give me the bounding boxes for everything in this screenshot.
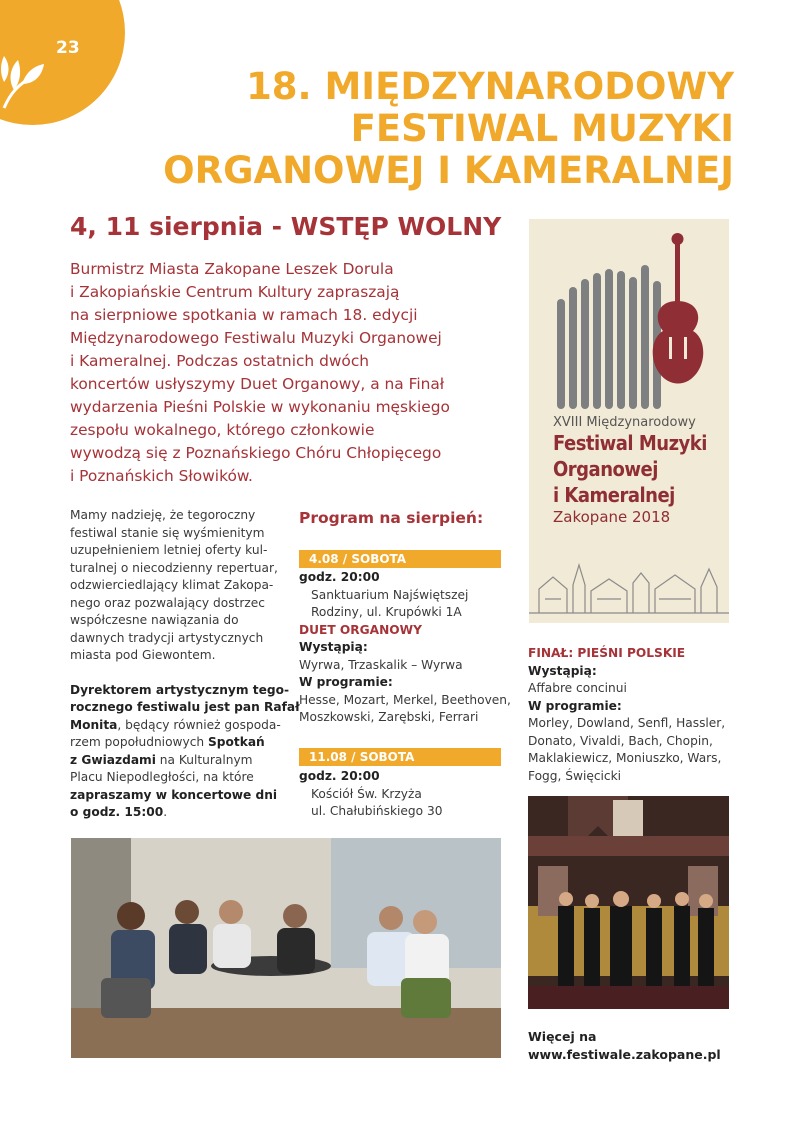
- town-skyline-illustration: [529, 555, 729, 615]
- poster-line: i Kameralnej: [553, 483, 675, 507]
- festival-hope-paragraph: [70, 507, 280, 665]
- intro-line: na sierpniowe spotkania w ramach 18. edycji: [70, 306, 418, 324]
- event1-date-bar: 4.08 / SOBOTA: [299, 550, 501, 568]
- intro-line: koncertów usłyszymy Duet Organowy, a na Finał: [70, 375, 445, 393]
- intro-line: zespołu wokalnego, którego członkowie: [70, 421, 375, 439]
- title-line: 18. MIĘDZYNARODOWY: [246, 65, 734, 108]
- title-line: ORGANOWEJ I KAMERALNEJ: [163, 149, 734, 192]
- poster-line: Organowej: [553, 457, 658, 481]
- photo-illustration: [71, 838, 501, 1058]
- performers: Affabre concinui: [528, 681, 627, 695]
- photo-illustration: [528, 796, 729, 1009]
- event2-date-bar: 11.08 / SOBOTA: [299, 748, 501, 766]
- text-line: Monita, będący również gospoda-: [70, 717, 281, 732]
- poster-line: Festiwal Muzyki: [553, 431, 707, 455]
- poster-text: [553, 415, 707, 526]
- text-line: rocznego festiwalu jest pan Rafał: [70, 700, 300, 714]
- title-line: FESTIWAL MUZYKI: [350, 107, 734, 150]
- poster-line: XVIII Międzynarodowy: [553, 415, 696, 430]
- program-line: Moszkowski, Zarębski, Ferrari: [299, 710, 479, 724]
- text-line: festiwal stanie się wyśmienitym: [70, 525, 265, 540]
- subtitle: 4, 11 sierpnia - WSTĘP WOLNY: [70, 212, 502, 241]
- program-line: Fogg, Święcicki: [528, 768, 622, 783]
- intro-line: wydarzenia Pieśni Polskie w wykonaniu męskiego: [70, 398, 450, 416]
- text-line: Mamy nadzieję, że tegoroczny: [70, 508, 256, 522]
- text-line: odzwierciedlający klimat Zakopa-: [70, 578, 274, 592]
- event2-details: [299, 768, 514, 821]
- intro-line: Burmistrz Miasta Zakopane Leszek Dorula: [70, 260, 394, 278]
- cafe-meeting-photo: [71, 838, 501, 1058]
- program-line: Morley, Dowland, Senfl, Hassler,: [528, 716, 726, 730]
- intro-paragraph: [70, 258, 510, 488]
- choir-concert-photo: [528, 796, 729, 1009]
- text-line: miasta pod Giewontem.: [70, 648, 216, 662]
- event-time: godz. 20:00: [299, 570, 380, 584]
- text-line: o godz. 15:00.: [70, 805, 168, 819]
- poster-line: Zakopane 2018: [553, 508, 671, 526]
- website-link[interactable]: www.festiwale.zakopane.pl: [528, 1047, 721, 1062]
- intro-line: i Zakopiańskie Centrum Kultury zapraszają: [70, 283, 400, 301]
- text-line: dawnych tradycji artystycznych: [70, 630, 264, 645]
- event-place: ul. Chałubińskiego 30: [311, 804, 443, 818]
- event-name: DUET ORGANOWY: [299, 622, 422, 637]
- text-line: Dyrektorem artystycznym tego-: [70, 682, 290, 697]
- director-paragraph: [70, 682, 300, 822]
- program-line: Donato, Vivaldi, Bach, Chopin,: [528, 733, 713, 748]
- event-place: Rodziny, ul. Krupówki 1A: [311, 605, 462, 619]
- page-title: [134, 66, 734, 192]
- program-line: Hesse, Mozart, Merkel, Beethoven,: [299, 692, 511, 707]
- intro-line: wywodzą się z Poznańskiego Chóru Chłopięcego: [70, 444, 442, 462]
- page-number: 23: [56, 38, 80, 58]
- program-label: W programie:: [299, 675, 393, 689]
- text-line: uzupełnieniem letniej oferty kul-: [70, 543, 268, 557]
- event-place: Kościół Św. Krzyża: [311, 786, 422, 801]
- text-line: rzem popołudniowych Spotkań: [70, 735, 265, 749]
- festival-poster: [529, 219, 729, 623]
- organ-violin-illustration: [529, 219, 729, 419]
- performers-label: Wystąpią:: [299, 640, 368, 654]
- text-line: współczesne nawiązania do: [70, 613, 239, 627]
- text-line: turalnej o niecodzienny repertuar,: [70, 560, 278, 575]
- text-line: zapraszamy w koncertowe dni: [70, 787, 278, 802]
- intro-line: i Poznańskich Słowików.: [70, 467, 253, 485]
- intro-line: Międzynarodowego Festiwalu Muzyki Organowej: [70, 329, 442, 347]
- final-concert: [528, 645, 748, 785]
- program-label: W programie:: [528, 698, 622, 713]
- final-title: FINAŁ: PIEŚNI POLSKIE: [528, 646, 686, 660]
- performers: Wyrwa, Trzaskalik – Wyrwa: [299, 657, 463, 672]
- program-line: Maklakiewicz, Moniuszko, Wars,: [528, 751, 722, 765]
- more-info: [528, 1028, 721, 1064]
- text-line: z Gwiazdami na Kulturalnym: [70, 752, 253, 767]
- text-line: nego oraz pozwalający dostrzec: [70, 595, 265, 610]
- left-column: [70, 507, 300, 839]
- event1-details: [299, 569, 514, 727]
- event-time: godz. 20:00: [299, 769, 380, 783]
- wheat-leaf-icon: [0, 44, 45, 116]
- performers-label: Wystąpią:: [528, 663, 597, 678]
- text-line: Placu Niepodległości, na które: [70, 770, 254, 784]
- intro-line: i Kameralnej. Podczas ostatnich dwóch: [70, 352, 370, 370]
- program-title: Program na sierpień:: [299, 509, 484, 527]
- more-info-label: Więcej na: [528, 1029, 597, 1044]
- event-place: Sanktuarium Najświętszej: [311, 587, 469, 602]
